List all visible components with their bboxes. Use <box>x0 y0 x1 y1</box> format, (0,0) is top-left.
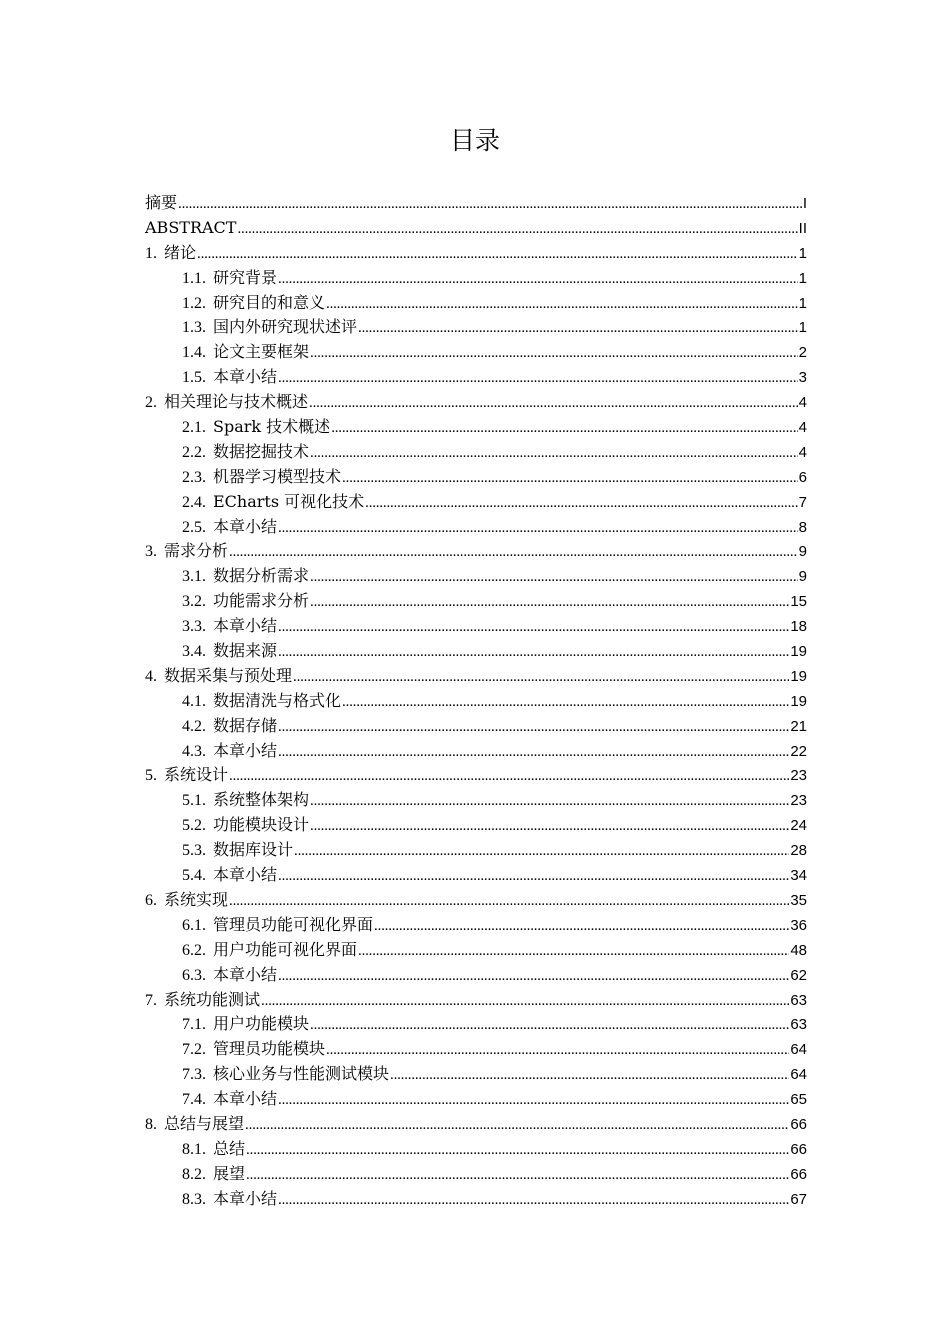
toc-entry-number: 6.3. <box>182 966 206 984</box>
toc-entry-title: 绪论 <box>164 242 197 262</box>
toc-dot-leader <box>310 590 789 615</box>
toc-entry[interactable] <box>145 1087 807 1112</box>
toc-entry-title: 系统功能测试 <box>164 989 261 1009</box>
toc-entry-title: 数据分析需求 <box>213 566 310 586</box>
toc-entry-title: 系统设计 <box>164 765 229 785</box>
toc-entry[interactable] <box>145 963 807 988</box>
toc-entry-number: 2.4. <box>182 493 206 511</box>
toc-entry[interactable] <box>145 340 807 365</box>
toc-entry-page-number: 22 <box>790 742 807 760</box>
toc-entry[interactable] <box>145 1162 807 1187</box>
toc-entry-title: 系统整体架构 <box>213 790 310 810</box>
toc-entry-title: 本章小结 <box>213 1089 278 1109</box>
toc-dot-leader <box>331 416 797 441</box>
toc-dot-leader <box>342 690 789 715</box>
toc-entry[interactable] <box>145 788 807 813</box>
toc-entry-page-number: 36 <box>790 916 807 934</box>
toc-entry-page-number: 19 <box>790 692 807 710</box>
toc-entry-page-number: 35 <box>790 891 807 909</box>
toc-entry-number: 1.3. <box>182 319 206 337</box>
toc-entry-page-number: 19 <box>790 643 807 661</box>
toc-entry[interactable] <box>145 1037 807 1062</box>
toc-dot-leader <box>237 217 797 242</box>
toc-dot-leader <box>390 1063 789 1088</box>
toc-dot-leader <box>342 466 798 491</box>
toc-entry-number: 5.3. <box>182 842 206 860</box>
toc-entry-title: 管理员功能模块 <box>213 1039 326 1059</box>
toc-entry-number: 8.2. <box>182 1165 206 1183</box>
toc-entry-number: 5.4. <box>182 867 206 885</box>
toc-entry-page-number: 4 <box>798 419 807 437</box>
toc-entry[interactable] <box>145 1137 807 1162</box>
toc-entry-number: 8.1. <box>182 1140 206 1158</box>
toc-entry-number: 1.4. <box>182 344 206 362</box>
toc-dot-leader <box>326 292 798 317</box>
toc-dot-leader <box>278 964 789 989</box>
page-title: 目录 <box>449 126 500 155</box>
toc-entry[interactable] <box>145 639 807 664</box>
toc-entry-page-number: 64 <box>790 1041 807 1059</box>
toc-entry-title: 核心业务与性能测试模块 <box>213 1064 390 1084</box>
toc-entry-number: 1.5. <box>182 369 206 387</box>
toc-entry-title: 需求分析 <box>164 541 229 561</box>
toc-entry-title: 本章小结 <box>213 367 278 387</box>
toc-entry-number: 8.3. <box>182 1190 206 1208</box>
toc-entry-title: 功能模块设计 <box>213 815 310 835</box>
toc-dot-leader <box>229 889 789 914</box>
toc-dot-leader <box>310 1013 789 1038</box>
toc-entry-number: 5.1. <box>182 792 206 810</box>
toc-entry-title: 管理员功能可视化界面 <box>213 914 374 934</box>
toc-entry-title: ABSTRACT <box>145 217 237 237</box>
toc-entry-number: 4.2. <box>182 717 206 735</box>
toc-dot-leader <box>278 864 789 889</box>
toc-entry-number: 7.4. <box>182 1091 206 1109</box>
toc-entry-number: 1.1. <box>182 269 206 287</box>
toc-entry-title: 数据清洗与格式化 <box>213 690 342 710</box>
toc-entry-page-number: 19 <box>790 667 807 685</box>
toc-entry-title: 本章小结 <box>213 616 278 636</box>
toc-entry-title: 数据挖掘技术 <box>213 441 310 461</box>
toc-entry-title: 总结 <box>213 1138 246 1158</box>
toc-entry-number: 2.1. <box>182 419 206 437</box>
toc-entry[interactable] <box>145 938 807 963</box>
toc-entry-page-number: 7 <box>798 493 807 511</box>
toc-dot-leader <box>310 789 789 814</box>
toc-entry[interactable] <box>145 515 807 540</box>
toc-entry-page-number: 63 <box>790 1016 807 1034</box>
toc-dot-leader <box>326 1038 789 1063</box>
toc-entry-page-number: 4 <box>798 443 807 461</box>
toc-entry-page-number: 66 <box>790 1140 807 1158</box>
toc-entry-page-number: 24 <box>790 817 807 835</box>
toc-entry-page-number: 28 <box>790 842 807 860</box>
toc-entry-number: 3. <box>145 543 157 561</box>
toc-entry-page-number: 65 <box>790 1091 807 1109</box>
toc-entry-number: 8. <box>145 1115 157 1133</box>
toc-entry-title: 数据库设计 <box>213 840 294 860</box>
toc-entry-page-number: 8 <box>798 518 807 536</box>
toc-entry-number: 3.4. <box>182 643 206 661</box>
toc-dot-leader <box>261 989 789 1014</box>
toc-entry-number: 4.1. <box>182 692 206 710</box>
toc-entry-title: 总结与展望 <box>164 1113 245 1133</box>
toc-entry[interactable] <box>145 739 807 764</box>
toc-entry-page-number: 67 <box>790 1190 807 1208</box>
toc-dot-leader <box>246 1163 789 1188</box>
toc-entry-page-number: 1 <box>798 269 807 287</box>
toc-entry-number: 1.2. <box>182 294 206 312</box>
toc-entry-number: 2. <box>145 394 157 412</box>
toc-entry-title: 本章小结 <box>213 516 278 536</box>
toc-entry-title: 用户功能模块 <box>213 1014 310 1034</box>
toc-entry-page-number: 23 <box>790 792 807 810</box>
toc-entry-number: 2.2. <box>182 443 206 461</box>
toc-entry-title: 数据存储 <box>213 715 278 735</box>
toc-entry-title: 相关理论与技术概述 <box>164 392 309 412</box>
toc-entry[interactable] <box>145 390 807 415</box>
toc-entry-page-number: I <box>802 195 807 212</box>
toc-entry-page-number: 63 <box>790 991 807 1009</box>
toc-dot-leader <box>197 242 798 267</box>
toc-entry[interactable] <box>145 614 807 639</box>
toc-entry-page-number: II <box>798 219 807 237</box>
toc-entry-title: Spark 技术概述 <box>213 417 331 437</box>
toc-entry-title: 研究目的和意义 <box>213 292 326 312</box>
toc-dot-leader <box>310 565 798 590</box>
toc-entry[interactable] <box>145 913 807 938</box>
toc-entry[interactable] <box>145 813 807 838</box>
toc-dot-leader <box>358 939 789 964</box>
toc-entry-number: 3.2. <box>182 593 206 611</box>
toc-dot-leader <box>278 715 789 740</box>
toc-entry[interactable] <box>145 1187 807 1212</box>
toc-entry[interactable] <box>145 1012 807 1037</box>
toc-entry-title: 数据采集与预处理 <box>164 665 293 685</box>
toc-entry[interactable] <box>145 988 807 1013</box>
toc-entry-number: 6.2. <box>182 941 206 959</box>
toc-dot-leader <box>278 1088 789 1113</box>
toc-dot-leader <box>245 1113 789 1138</box>
toc-entry[interactable] <box>145 415 807 440</box>
toc-entry-title: 展望 <box>213 1163 246 1183</box>
toc-entry[interactable] <box>145 589 807 614</box>
toc-entry-title: 研究背景 <box>213 267 278 287</box>
toc-entry[interactable] <box>145 315 807 340</box>
toc-entry-page-number: 66 <box>790 1165 807 1183</box>
toc-entry-number: 7. <box>145 991 157 1009</box>
toc-entry-page-number: 66 <box>790 1115 807 1133</box>
toc-entry-title: 功能需求分析 <box>213 591 310 611</box>
toc-entry-number: 3.3. <box>182 618 206 636</box>
toc-entry-title: 国内外研究现状述评 <box>213 317 358 337</box>
toc-entry-number: 7.3. <box>182 1066 206 1084</box>
toc-entry-page-number: 62 <box>790 966 807 984</box>
toc-dot-leader <box>365 491 798 516</box>
toc-dot-leader <box>278 366 798 391</box>
toc-entry-number: 6. <box>145 891 157 909</box>
toc-entry-number: 5. <box>145 767 157 785</box>
toc-entry[interactable] <box>145 440 807 465</box>
toc-entry[interactable] <box>145 241 807 266</box>
toc-entry-number: 7.1. <box>182 1016 206 1034</box>
toc-dot-leader <box>278 267 798 292</box>
toc-dot-leader <box>229 764 789 789</box>
toc-dot-leader <box>246 1138 789 1163</box>
toc-dot-leader <box>278 640 789 665</box>
toc-entry-page-number: 1 <box>798 319 807 337</box>
toc-entry[interactable] <box>145 291 807 316</box>
toc-entry[interactable] <box>145 689 807 714</box>
toc-entry-page-number: 18 <box>790 618 807 636</box>
toc-entry[interactable] <box>145 1062 807 1087</box>
toc-entry-page-number: 3 <box>798 369 807 387</box>
toc-entry-page-number: 2 <box>798 344 807 362</box>
toc-entry-number: 7.2. <box>182 1041 206 1059</box>
toc-entry-page-number: 15 <box>790 593 807 611</box>
toc-entry-page-number: 1 <box>798 244 807 262</box>
toc-entry-title: 机器学习模型技术 <box>213 466 342 486</box>
toc-dot-leader <box>310 814 789 839</box>
toc-entry-page-number: 6 <box>798 468 807 486</box>
toc-entry-number: 3.1. <box>182 568 206 586</box>
toc-entry[interactable] <box>145 838 807 863</box>
toc-entry-page-number: 64 <box>790 1066 807 1084</box>
toc-entry[interactable] <box>145 714 807 739</box>
toc-entry-number: 4. <box>145 667 157 685</box>
toc-dot-leader <box>178 192 802 217</box>
toc-entry[interactable] <box>145 266 807 291</box>
toc-entry[interactable] <box>145 465 807 490</box>
toc-dot-leader <box>293 665 789 690</box>
toc-entry-title: 数据来源 <box>213 641 278 661</box>
toc-entry-title: ECharts 可视化技术 <box>213 491 365 511</box>
toc-entry[interactable] <box>145 888 807 913</box>
toc-entry[interactable] <box>145 1112 807 1137</box>
toc-entry-title: 摘要 <box>145 193 178 212</box>
toc-entry[interactable] <box>145 490 807 515</box>
toc-entry-page-number: 34 <box>790 867 807 885</box>
toc-dot-leader <box>294 839 789 864</box>
toc-entry[interactable] <box>145 191 807 216</box>
toc-entry-title: 论文主要框架 <box>213 342 310 362</box>
toc-entry-number: 4.3. <box>182 742 206 760</box>
toc-entry-number: 6.1. <box>182 916 206 934</box>
toc-dot-leader <box>229 540 798 565</box>
toc-entry-title: 本章小结 <box>213 865 278 885</box>
toc-entry-number: 1. <box>145 244 157 262</box>
toc-dot-leader <box>278 516 798 541</box>
toc-dot-leader <box>374 914 789 939</box>
toc-entry[interactable] <box>145 365 807 390</box>
toc-entry[interactable] <box>145 763 807 788</box>
toc-entry-page-number: 1 <box>798 294 807 312</box>
toc-entry[interactable] <box>145 539 807 564</box>
toc-entry-number: 2.3. <box>182 468 206 486</box>
toc-dot-leader <box>278 740 789 765</box>
toc-entry-title: 系统实现 <box>164 889 229 909</box>
toc-entry-number: 2.5. <box>182 518 206 536</box>
toc-entry-number: 5.2. <box>182 817 206 835</box>
toc-entry-title: 本章小结 <box>213 1188 278 1208</box>
toc-entry-page-number: 48 <box>790 941 807 959</box>
toc-entry[interactable] <box>145 664 807 689</box>
toc-entry-title: 用户功能可视化界面 <box>213 939 358 959</box>
toc-entry-title: 本章小结 <box>213 964 278 984</box>
toc-dot-leader <box>310 341 798 366</box>
toc-entry[interactable] <box>145 564 807 589</box>
toc-entry[interactable] <box>145 216 807 241</box>
toc-entry[interactable] <box>145 863 807 888</box>
table-of-contents <box>145 191 807 1212</box>
toc-entry-page-number: 9 <box>798 568 807 586</box>
toc-dot-leader <box>310 441 798 466</box>
toc-dot-leader <box>278 615 789 640</box>
toc-dot-leader <box>358 316 798 341</box>
toc-entry-page-number: 21 <box>790 717 807 735</box>
toc-entry-page-number: 9 <box>798 543 807 561</box>
toc-dot-leader <box>309 391 798 416</box>
toc-entry-page-number: 23 <box>790 767 807 785</box>
toc-entry-title: 本章小结 <box>213 740 278 760</box>
toc-entry-page-number: 4 <box>798 394 807 412</box>
toc-dot-leader <box>278 1188 789 1213</box>
